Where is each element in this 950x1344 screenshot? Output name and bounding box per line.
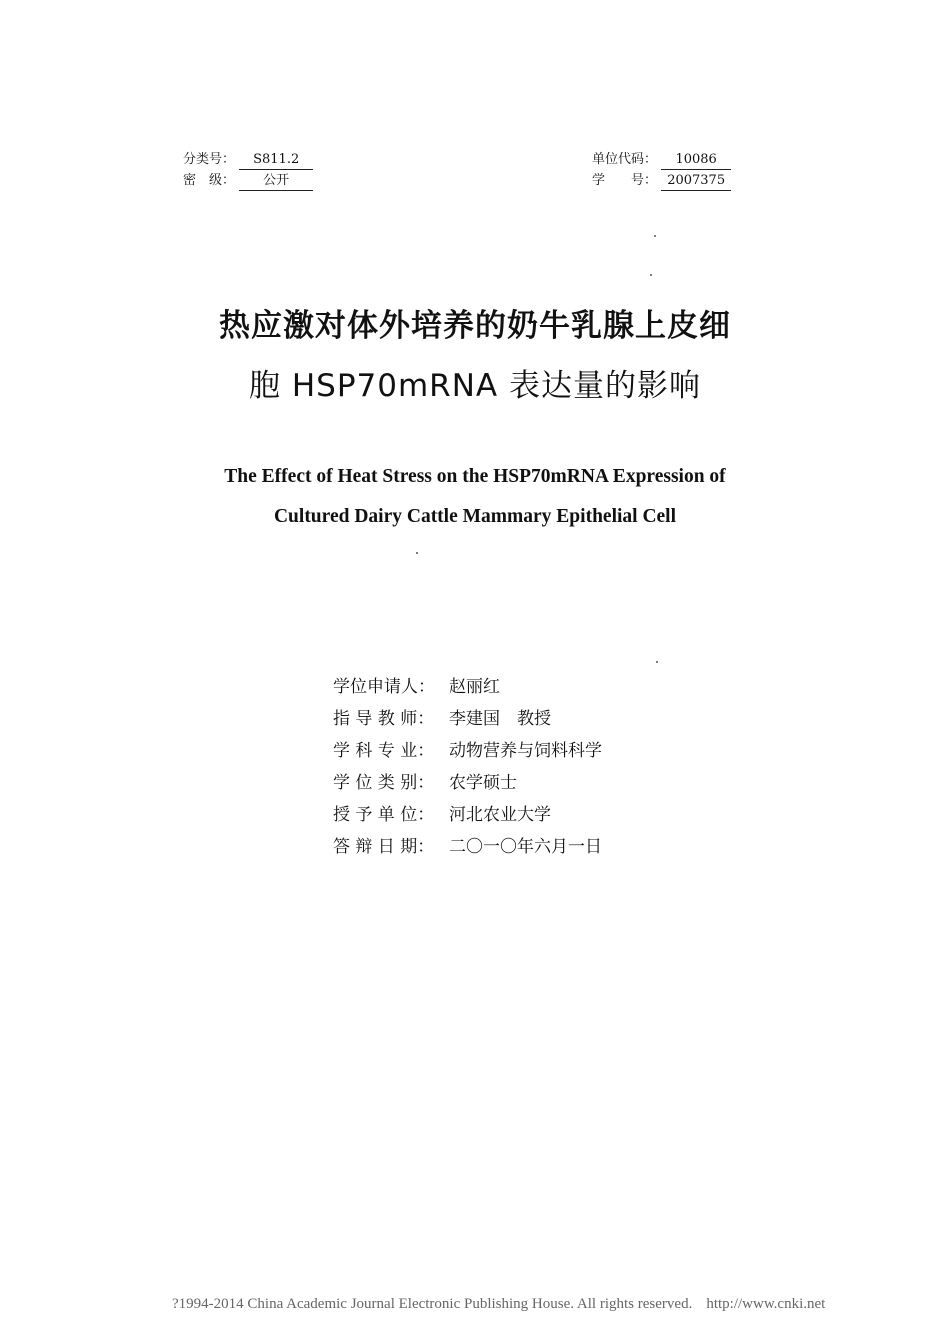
title-chinese-line-1: 热应激对体外培养的奶牛乳腺上皮细 xyxy=(219,308,731,344)
info-major xyxy=(333,740,602,762)
scan-speck xyxy=(654,235,656,237)
unit-code-value: 10086 xyxy=(661,151,731,170)
student-number-label: 学 号： xyxy=(592,173,658,188)
copyright-footer xyxy=(172,1296,825,1313)
info-label: 学 科 专 业： xyxy=(333,741,435,761)
info-value: 赵丽红 xyxy=(449,677,500,697)
info-value: 农学硕士 xyxy=(449,773,517,793)
info-applicant xyxy=(333,676,500,698)
info-value: 李建国 教授 xyxy=(449,709,551,729)
info-label: 学位申请人： xyxy=(333,677,435,697)
title-english-line-2: Cultured Dairy Cattle Mammary Epithelial Cell xyxy=(273,506,677,527)
scan-speck xyxy=(416,552,418,554)
info-supervisor xyxy=(333,708,551,730)
student-number-value: 2007375 xyxy=(661,172,731,191)
secrecy-value: 公开 xyxy=(239,172,313,191)
scan-speck xyxy=(650,274,652,276)
info-value: 河北农业大学 xyxy=(449,805,551,825)
footer-url: http://www.cnki.net xyxy=(706,1296,826,1312)
info-defense-date xyxy=(333,836,602,858)
info-label: 指 导 教 师： xyxy=(333,709,435,729)
secrecy-label: 密 级： xyxy=(183,173,236,188)
info-value: 二〇一〇年六月一日 xyxy=(449,837,602,857)
student-number-row xyxy=(592,172,731,191)
title-english-line-1: The Effect of Heat Stress on the HSP70mRNA Expression of xyxy=(224,466,726,487)
secrecy-row xyxy=(183,172,313,191)
unit-code-row xyxy=(592,151,731,170)
info-value: 动物营养与饲料科学 xyxy=(449,741,602,761)
info-degree-type xyxy=(333,772,517,794)
scan-speck xyxy=(656,661,658,663)
info-label: 学 位 类 别： xyxy=(333,773,435,793)
info-label: 授 予 单 位： xyxy=(333,805,435,825)
info-granting-unit xyxy=(333,804,551,826)
info-label: 答 辩 日 期： xyxy=(333,837,435,857)
class-number-value: S811.2 xyxy=(239,151,313,170)
unit-code-label: 单位代码： xyxy=(592,152,658,167)
class-number-row xyxy=(183,151,313,170)
class-number-label: 分类号： xyxy=(183,152,236,167)
copyright-text: ?1994-2014 China Academic Journal Electronic Publishing House. All rights reserved. xyxy=(172,1296,693,1312)
title-chinese-line-2: 胞 HSP70mRNA 表达量的影响 xyxy=(249,368,701,404)
